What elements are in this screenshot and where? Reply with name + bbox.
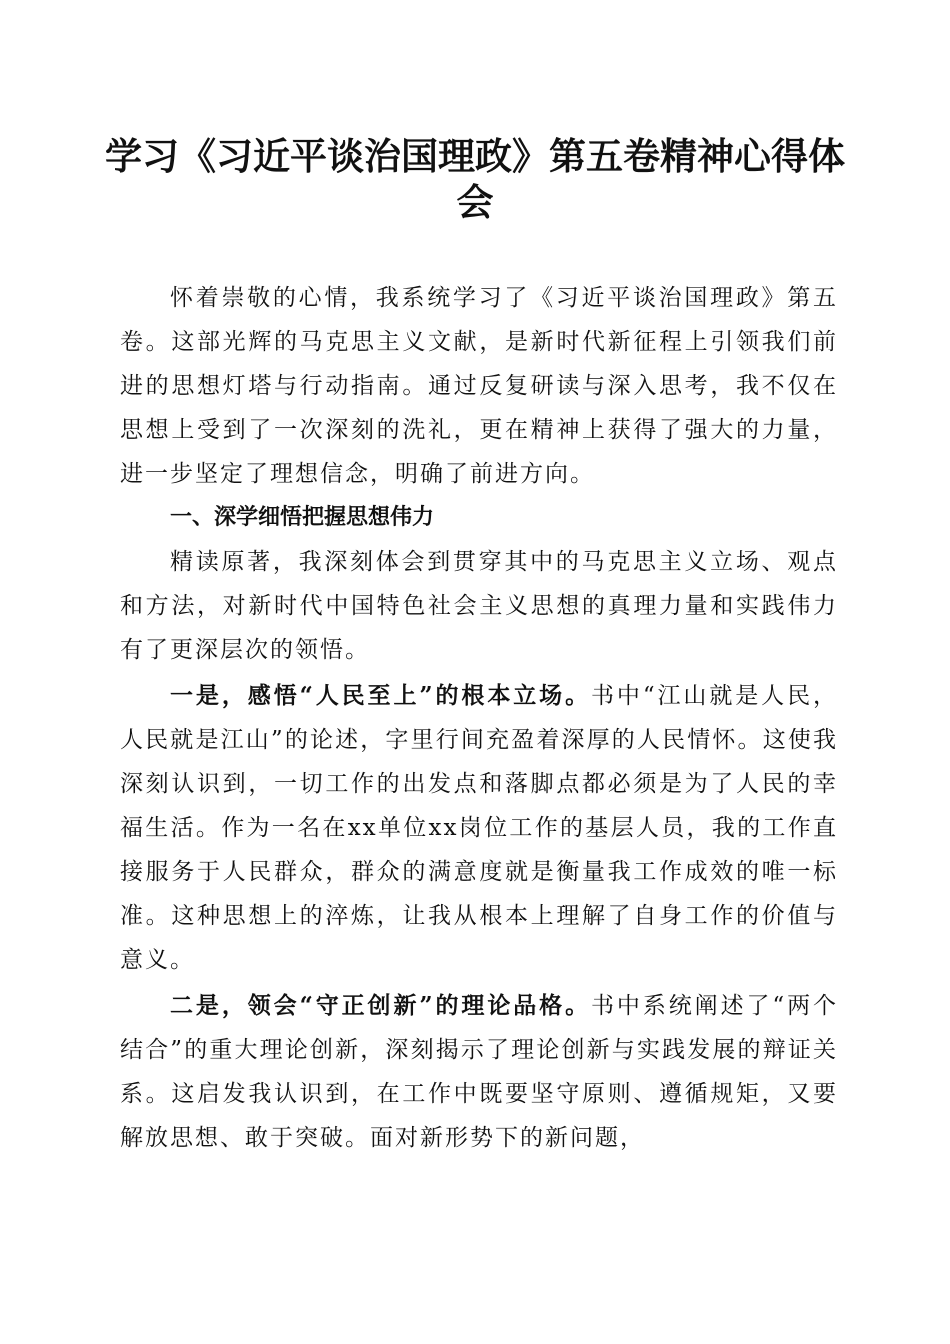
intro-paragraph: 怀着崇敬的心情，我系统学习了《习近平谈治国理政》第五卷。这部光辉的马克思主义文献，是新时代新征程上引领我们前进的思想灯塔与行动指南。通过反复研读与深入思考，我不仅在思想上受到了一次深刻的洗礼，更在精神上获得了强大的力量，进一步坚定了理想信念，明确了前进方向。 [120,285,838,487]
point-two-paragraph [120,984,838,1160]
point-two-text: 书中系统阐述了“两个结合”的重大理论创新，深刻揭示了理论创新与实践发展的辩证关系。这启发我认识到，在工作中既要坚守原则、遵循规矩，又要解放思想、敢于突破。面对新形势下的新问题， [120,993,838,1151]
document-body [120,276,838,1160]
point-one-lead: 一是，感悟“人民至上”的根本立场。 [170,682,591,709]
point-two-lead: 二是，领会“守正创新”的理论品格。 [170,992,591,1019]
section-heading: 一、深学细悟把握思想伟力 [170,505,435,530]
point-one-text: 书中“江山就是人民，人民就是江山”的论述，字里行间充盈着深厚的人民情怀。这使我深刻认识到，一切工作的出发点和落脚点都必须是为了人民的幸福生活。作为一名在xx单位xx岗位工作的基层人员，我的工作直接服务于人民群众，群众的满意度就是衡量我工作成效的唯一标准。这种思想上的淬炼，让我从根本上理解了自身工作的价值与意义。 [120,683,838,973]
document-title: 学习《习近平谈治国理政》第五卷精神心得体会 [105,134,845,224]
section-intro-paragraph: 精读原著，我深刻体会到贯穿其中的马克思主义立场、观点和方法，对新时代中国特色社会主义思想的真理力量和实践伟力有了更深层次的领悟。 [120,549,838,663]
point-one-paragraph [120,674,838,982]
